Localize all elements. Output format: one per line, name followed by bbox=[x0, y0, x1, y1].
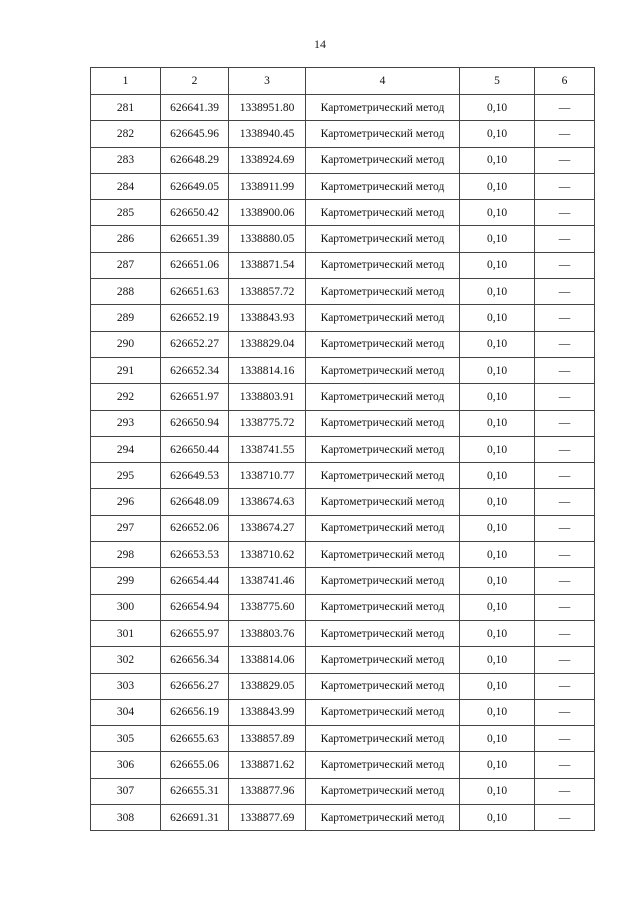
method-cell: Картометрический метод bbox=[306, 489, 460, 515]
table-row bbox=[91, 778, 595, 804]
description-cell: — bbox=[535, 778, 595, 804]
accuracy-cell: 0,10 bbox=[460, 331, 535, 357]
table-header-row bbox=[91, 68, 595, 95]
table-row bbox=[91, 95, 595, 121]
description-cell: — bbox=[535, 357, 595, 383]
x-coordinate-cell: 626652.34 bbox=[161, 357, 229, 383]
method-cell: Картометрический метод bbox=[306, 726, 460, 752]
table-row bbox=[91, 568, 595, 594]
y-coordinate-cell: 1338951.80 bbox=[229, 95, 306, 121]
accuracy-cell: 0,10 bbox=[460, 436, 535, 462]
accuracy-cell: 0,10 bbox=[460, 805, 535, 831]
point-number-cell: 294 bbox=[91, 436, 161, 462]
method-cell: Картометрический метод bbox=[306, 357, 460, 383]
accuracy-cell: 0,10 bbox=[460, 410, 535, 436]
method-cell: Картометрический метод bbox=[306, 384, 460, 410]
point-number-cell: 286 bbox=[91, 226, 161, 252]
x-coordinate-cell: 626651.06 bbox=[161, 252, 229, 278]
method-cell: Картометрический метод bbox=[306, 305, 460, 331]
table-row bbox=[91, 436, 595, 462]
accuracy-cell: 0,10 bbox=[460, 778, 535, 804]
description-cell: — bbox=[535, 147, 595, 173]
column-header-3: 3 bbox=[229, 68, 306, 95]
description-cell: — bbox=[535, 305, 595, 331]
x-coordinate-cell: 626656.34 bbox=[161, 647, 229, 673]
description-cell: — bbox=[535, 594, 595, 620]
x-coordinate-cell: 626654.94 bbox=[161, 594, 229, 620]
description-cell: — bbox=[535, 542, 595, 568]
x-coordinate-cell: 626651.97 bbox=[161, 384, 229, 410]
y-coordinate-cell: 1338877.69 bbox=[229, 805, 306, 831]
method-cell: Картометрический метод bbox=[306, 620, 460, 646]
point-number-cell: 290 bbox=[91, 331, 161, 357]
table-row bbox=[91, 515, 595, 541]
method-cell: Картометрический метод bbox=[306, 173, 460, 199]
y-coordinate-cell: 1338710.77 bbox=[229, 463, 306, 489]
point-number-cell: 299 bbox=[91, 568, 161, 594]
y-coordinate-cell: 1338940.45 bbox=[229, 121, 306, 147]
point-number-cell: 293 bbox=[91, 410, 161, 436]
accuracy-cell: 0,10 bbox=[460, 568, 535, 594]
description-cell: — bbox=[535, 121, 595, 147]
accuracy-cell: 0,10 bbox=[460, 305, 535, 331]
page-number: 14 bbox=[314, 37, 326, 51]
point-number-cell: 302 bbox=[91, 647, 161, 673]
table-row bbox=[91, 357, 595, 383]
x-coordinate-cell: 626650.44 bbox=[161, 436, 229, 462]
description-cell: — bbox=[535, 279, 595, 305]
x-coordinate-cell: 626650.42 bbox=[161, 200, 229, 226]
point-number-cell: 303 bbox=[91, 673, 161, 699]
table-row bbox=[91, 410, 595, 436]
table-row bbox=[91, 673, 595, 699]
y-coordinate-cell: 1338814.16 bbox=[229, 357, 306, 383]
y-coordinate-cell: 1338877.96 bbox=[229, 778, 306, 804]
method-cell: Картометрический метод bbox=[306, 673, 460, 699]
y-coordinate-cell: 1338775.72 bbox=[229, 410, 306, 436]
accuracy-cell: 0,10 bbox=[460, 147, 535, 173]
accuracy-cell: 0,10 bbox=[460, 226, 535, 252]
accuracy-cell: 0,10 bbox=[460, 594, 535, 620]
accuracy-cell: 0,10 bbox=[460, 121, 535, 147]
x-coordinate-cell: 626652.19 bbox=[161, 305, 229, 331]
accuracy-cell: 0,10 bbox=[460, 279, 535, 305]
y-coordinate-cell: 1338857.89 bbox=[229, 726, 306, 752]
x-coordinate-cell: 626650.94 bbox=[161, 410, 229, 436]
column-header-6: 6 bbox=[535, 68, 595, 95]
description-cell: — bbox=[535, 436, 595, 462]
y-coordinate-cell: 1338880.05 bbox=[229, 226, 306, 252]
coordinates-table bbox=[90, 67, 595, 831]
description-cell: — bbox=[535, 752, 595, 778]
y-coordinate-cell: 1338829.04 bbox=[229, 331, 306, 357]
accuracy-cell: 0,10 bbox=[460, 673, 535, 699]
y-coordinate-cell: 1338900.06 bbox=[229, 200, 306, 226]
point-number-cell: 289 bbox=[91, 305, 161, 331]
x-coordinate-cell: 626656.19 bbox=[161, 699, 229, 725]
table-row bbox=[91, 647, 595, 673]
y-coordinate-cell: 1338803.76 bbox=[229, 620, 306, 646]
table-row bbox=[91, 331, 595, 357]
point-number-cell: 306 bbox=[91, 752, 161, 778]
y-coordinate-cell: 1338871.54 bbox=[229, 252, 306, 278]
point-number-cell: 304 bbox=[91, 699, 161, 725]
method-cell: Картометрический метод bbox=[306, 279, 460, 305]
point-number-cell: 281 bbox=[91, 95, 161, 121]
accuracy-cell: 0,10 bbox=[460, 357, 535, 383]
method-cell: Картометрический метод bbox=[306, 752, 460, 778]
method-cell: Картометрический метод bbox=[306, 805, 460, 831]
description-cell: — bbox=[535, 805, 595, 831]
y-coordinate-cell: 1338741.46 bbox=[229, 568, 306, 594]
accuracy-cell: 0,10 bbox=[460, 463, 535, 489]
y-coordinate-cell: 1338674.27 bbox=[229, 515, 306, 541]
description-cell: — bbox=[535, 515, 595, 541]
x-coordinate-cell: 626655.63 bbox=[161, 726, 229, 752]
accuracy-cell: 0,10 bbox=[460, 95, 535, 121]
accuracy-cell: 0,10 bbox=[460, 699, 535, 725]
method-cell: Картометрический метод bbox=[306, 699, 460, 725]
table-row bbox=[91, 752, 595, 778]
method-cell: Картометрический метод bbox=[306, 252, 460, 278]
point-number-cell: 282 bbox=[91, 121, 161, 147]
x-coordinate-cell: 626641.39 bbox=[161, 95, 229, 121]
y-coordinate-cell: 1338829.05 bbox=[229, 673, 306, 699]
method-cell: Картометрический метод bbox=[306, 594, 460, 620]
method-cell: Картометрический метод bbox=[306, 436, 460, 462]
point-number-cell: 284 bbox=[91, 173, 161, 199]
point-number-cell: 295 bbox=[91, 463, 161, 489]
x-coordinate-cell: 626648.09 bbox=[161, 489, 229, 515]
y-coordinate-cell: 1338924.69 bbox=[229, 147, 306, 173]
method-cell: Картометрический метод bbox=[306, 226, 460, 252]
description-cell: — bbox=[535, 384, 595, 410]
table-row bbox=[91, 226, 595, 252]
x-coordinate-cell: 626651.39 bbox=[161, 226, 229, 252]
point-number-cell: 283 bbox=[91, 147, 161, 173]
point-number-cell: 298 bbox=[91, 542, 161, 568]
x-coordinate-cell: 626655.97 bbox=[161, 620, 229, 646]
x-coordinate-cell: 626656.27 bbox=[161, 673, 229, 699]
point-number-cell: 296 bbox=[91, 489, 161, 515]
description-cell: — bbox=[535, 647, 595, 673]
method-cell: Картометрический метод bbox=[306, 568, 460, 594]
method-cell: Картометрический метод bbox=[306, 147, 460, 173]
table-row bbox=[91, 279, 595, 305]
y-coordinate-cell: 1338843.99 bbox=[229, 699, 306, 725]
y-coordinate-cell: 1338911.99 bbox=[229, 173, 306, 199]
table-row bbox=[91, 121, 595, 147]
x-coordinate-cell: 626655.06 bbox=[161, 752, 229, 778]
description-cell: — bbox=[535, 173, 595, 199]
table-row bbox=[91, 463, 595, 489]
y-coordinate-cell: 1338843.93 bbox=[229, 305, 306, 331]
description-cell: — bbox=[535, 252, 595, 278]
description-cell: — bbox=[535, 620, 595, 646]
table-row bbox=[91, 384, 595, 410]
method-cell: Картометрический метод bbox=[306, 95, 460, 121]
table-row bbox=[91, 252, 595, 278]
method-cell: Картометрический метод bbox=[306, 647, 460, 673]
table-body bbox=[91, 95, 595, 831]
point-number-cell: 288 bbox=[91, 279, 161, 305]
x-coordinate-cell: 626652.27 bbox=[161, 331, 229, 357]
description-cell: — bbox=[535, 489, 595, 515]
method-cell: Картометрический метод bbox=[306, 778, 460, 804]
description-cell: — bbox=[535, 463, 595, 489]
table-row bbox=[91, 594, 595, 620]
table-row bbox=[91, 542, 595, 568]
description-cell: — bbox=[535, 699, 595, 725]
point-number-cell: 291 bbox=[91, 357, 161, 383]
table-row bbox=[91, 726, 595, 752]
y-coordinate-cell: 1338803.91 bbox=[229, 384, 306, 410]
method-cell: Картометрический метод bbox=[306, 463, 460, 489]
point-number-cell: 285 bbox=[91, 200, 161, 226]
x-coordinate-cell: 626649.53 bbox=[161, 463, 229, 489]
accuracy-cell: 0,10 bbox=[460, 647, 535, 673]
description-cell: — bbox=[535, 726, 595, 752]
table-row bbox=[91, 147, 595, 173]
table-row bbox=[91, 489, 595, 515]
y-coordinate-cell: 1338871.62 bbox=[229, 752, 306, 778]
table-row bbox=[91, 620, 595, 646]
point-number-cell: 287 bbox=[91, 252, 161, 278]
point-number-cell: 301 bbox=[91, 620, 161, 646]
point-number-cell: 305 bbox=[91, 726, 161, 752]
accuracy-cell: 0,10 bbox=[460, 384, 535, 410]
accuracy-cell: 0,10 bbox=[460, 489, 535, 515]
table-row bbox=[91, 699, 595, 725]
description-cell: — bbox=[535, 673, 595, 699]
x-coordinate-cell: 626655.31 bbox=[161, 778, 229, 804]
point-number-cell: 297 bbox=[91, 515, 161, 541]
point-number-cell: 292 bbox=[91, 384, 161, 410]
x-coordinate-cell: 626648.29 bbox=[161, 147, 229, 173]
x-coordinate-cell: 626691.31 bbox=[161, 805, 229, 831]
column-header-2: 2 bbox=[161, 68, 229, 95]
x-coordinate-cell: 626654.44 bbox=[161, 568, 229, 594]
y-coordinate-cell: 1338674.63 bbox=[229, 489, 306, 515]
x-coordinate-cell: 626645.96 bbox=[161, 121, 229, 147]
y-coordinate-cell: 1338741.55 bbox=[229, 436, 306, 462]
description-cell: — bbox=[535, 331, 595, 357]
accuracy-cell: 0,10 bbox=[460, 752, 535, 778]
method-cell: Картометрический метод bbox=[306, 410, 460, 436]
description-cell: — bbox=[535, 568, 595, 594]
description-cell: — bbox=[535, 200, 595, 226]
y-coordinate-cell: 1338775.60 bbox=[229, 594, 306, 620]
accuracy-cell: 0,10 bbox=[460, 726, 535, 752]
method-cell: Картометрический метод bbox=[306, 331, 460, 357]
x-coordinate-cell: 626651.63 bbox=[161, 279, 229, 305]
method-cell: Картометрический метод bbox=[306, 121, 460, 147]
y-coordinate-cell: 1338814.06 bbox=[229, 647, 306, 673]
x-coordinate-cell: 626649.05 bbox=[161, 173, 229, 199]
y-coordinate-cell: 1338857.72 bbox=[229, 279, 306, 305]
table-row bbox=[91, 805, 595, 831]
x-coordinate-cell: 626652.06 bbox=[161, 515, 229, 541]
column-header-4: 4 bbox=[306, 68, 460, 95]
column-header-5: 5 bbox=[460, 68, 535, 95]
point-number-cell: 307 bbox=[91, 778, 161, 804]
table-row bbox=[91, 173, 595, 199]
description-cell: — bbox=[535, 226, 595, 252]
table-row bbox=[91, 305, 595, 331]
method-cell: Картометрический метод bbox=[306, 515, 460, 541]
accuracy-cell: 0,10 bbox=[460, 173, 535, 199]
accuracy-cell: 0,10 bbox=[460, 542, 535, 568]
description-cell: — bbox=[535, 95, 595, 121]
accuracy-cell: 0,10 bbox=[460, 620, 535, 646]
point-number-cell: 300 bbox=[91, 594, 161, 620]
point-number-cell: 308 bbox=[91, 805, 161, 831]
table-row bbox=[91, 200, 595, 226]
y-coordinate-cell: 1338710.62 bbox=[229, 542, 306, 568]
accuracy-cell: 0,10 bbox=[460, 515, 535, 541]
accuracy-cell: 0,10 bbox=[460, 200, 535, 226]
method-cell: Картометрический метод bbox=[306, 542, 460, 568]
column-header-1: 1 bbox=[91, 68, 161, 95]
accuracy-cell: 0,10 bbox=[460, 252, 535, 278]
x-coordinate-cell: 626653.53 bbox=[161, 542, 229, 568]
description-cell: — bbox=[535, 410, 595, 436]
method-cell: Картометрический метод bbox=[306, 200, 460, 226]
